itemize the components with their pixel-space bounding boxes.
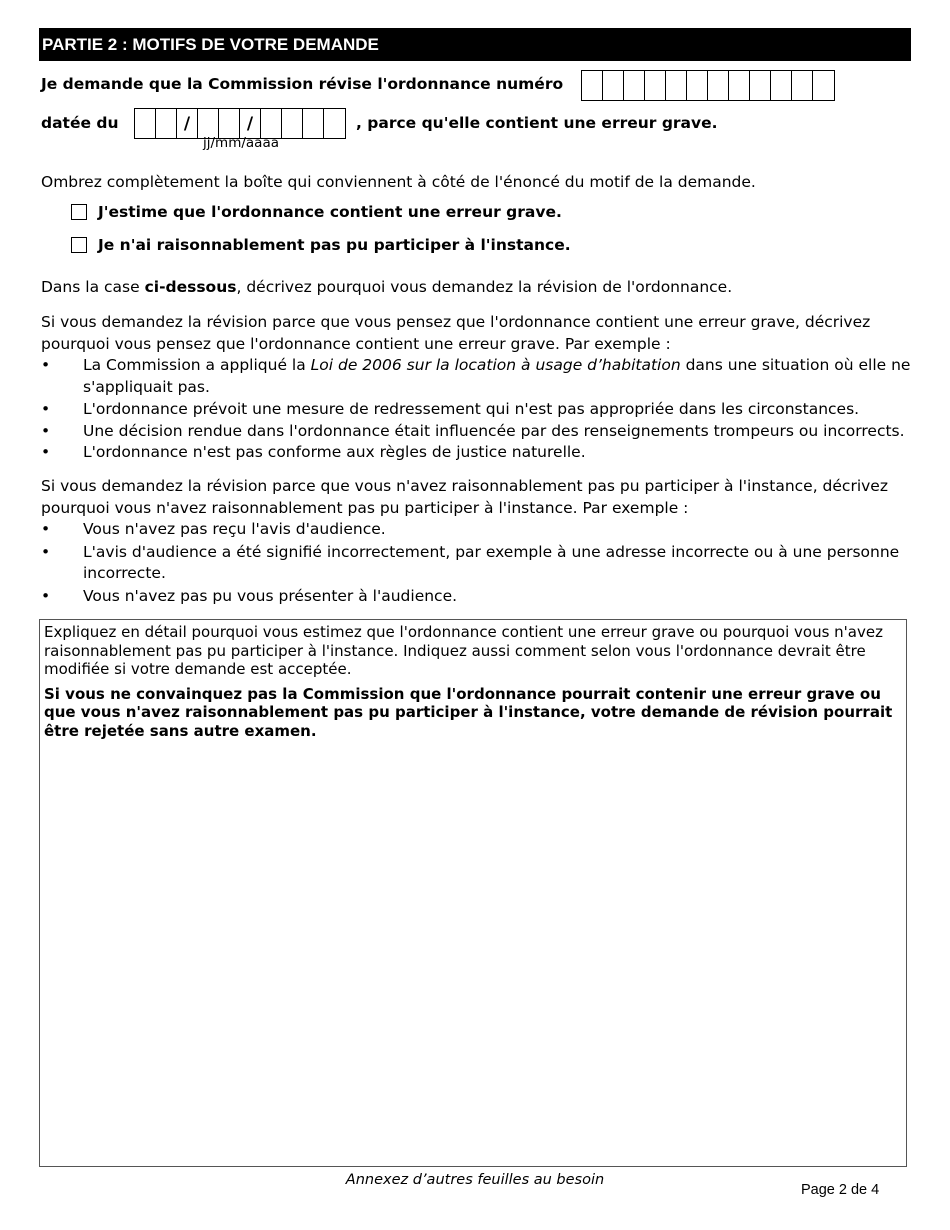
order-number-cell[interactable]: [666, 71, 687, 100]
date-cell: /: [177, 109, 198, 138]
order-number-cell[interactable]: [729, 71, 750, 100]
list-item: • L'avis d'audience a été signifié incorrectement, par exemple à une adresse incorrecte ou à une personne incorrecte.: [41, 542, 900, 582]
option-label: Je n'ai raisonnablement pas pu participer à l'instance.: [98, 236, 571, 254]
explanation-textarea[interactable]: [39, 619, 907, 1167]
list-item: • La Commission a appliqué la Loi de 2006 sur la location à usage d’habitation dans une situation où elle ne s'appliquait pas.: [41, 356, 911, 396]
instruction-text: Ombrez complètement la boîte qui conviennent à côté de l'énoncé du motif de la demande.: [41, 173, 756, 191]
order-number-field[interactable]: [581, 70, 835, 101]
section-header: [39, 28, 911, 61]
date-cell[interactable]: [198, 109, 219, 138]
date-label: datée du: [41, 114, 119, 132]
order-number-cell[interactable]: [771, 71, 792, 100]
list-item: • Vous n'avez pas pu vous présenter à l'audience.: [41, 586, 458, 605]
order-number-cell[interactable]: [792, 71, 813, 100]
serious-error-intro: Si vous demandez la révision parce que vous pensez que l'ordonnance contient une erreur grave, décrivez pourquoi vous pensez que l'ordonnance contient une erreur grave. Par exemple :: [41, 313, 871, 353]
serious-error-checkbox[interactable]: [71, 204, 87, 220]
date-cell[interactable]: [156, 109, 177, 138]
date-cell[interactable]: [282, 109, 303, 138]
serious-error-section: [41, 312, 911, 464]
order-number-label: Je demande que la Commission révise l'ordonnance numéro: [41, 75, 564, 93]
order-number-cell[interactable]: [645, 71, 666, 100]
describe-text: Dans la case ci-dessous, décrivez pourquoi vous demandez la révision de l'ordonnance.: [41, 278, 733, 296]
date-cell[interactable]: [324, 109, 345, 138]
order-number-cell[interactable]: [813, 71, 834, 100]
date-cell[interactable]: [303, 109, 324, 138]
order-number-cell[interactable]: [708, 71, 729, 100]
list-item: • L'ordonnance prévoit une mesure de redressement qui n'est pas appropriée dans les circonstances.: [41, 400, 860, 418]
order-number-cell[interactable]: [624, 71, 645, 100]
date-cell: /: [240, 109, 261, 138]
explanation-warning: Si vous ne convainquez pas la Commission que l'ordonnance pourrait contenir une erreur grave ou que vous n'avez raisonnablement pas pu participer à l'instance, votre demande de révision pourrait être rejetée sans autre examen.: [44, 684, 893, 740]
date-cell[interactable]: [135, 109, 156, 138]
order-number-cell[interactable]: [687, 71, 708, 100]
order-number-cell[interactable]: [750, 71, 771, 100]
explanation-instruction: Expliquez en détail pourquoi vous estimez que l'ordonnance contient une erreur grave ou pourquoi vous n'avez raisonnablement pas pu participer à l'instance. Indiquez aussi comment selon vous l'ordonnance devrait être modifiée si votre demande est acceptée.: [44, 623, 883, 678]
order-number-cell[interactable]: [582, 71, 603, 100]
section-title: PARTIE 2 : MOTIFS DE VOTRE DEMANDE: [42, 35, 379, 54]
option-label: J'estime que l'ordonnance contient une erreur grave.: [98, 203, 562, 221]
participation-section: [41, 476, 911, 607]
date-cell[interactable]: [261, 109, 282, 138]
option-could-not-participate[interactable]: [71, 236, 571, 254]
attach-sheets-note: Annexez d’autres feuilles au besoin: [345, 1172, 605, 1188]
list-item: • L'ordonnance n'est pas conforme aux règles de justice naturelle.: [41, 443, 586, 461]
date-format-hint: jj/mm/aaaa: [203, 135, 279, 151]
page-number: Page 2 de 4: [801, 1182, 880, 1198]
option-serious-error[interactable]: [71, 203, 562, 221]
order-number-cell[interactable]: [603, 71, 624, 100]
date-suffix: , parce qu'elle contient une erreur grave.: [356, 114, 718, 132]
could-not-participate-checkbox[interactable]: [71, 237, 87, 253]
participation-intro: Si vous demandez la révision parce que vous n'avez raisonnablement pas pu participer à l'instance, décrivez pourquoi vous n'avez raisonnablement pas pu participer à l'instance. Par exemple :: [41, 477, 888, 517]
list-item: • Une décision rendue dans l'ordonnance était influencée par des renseignements trompeurs ou incorrects.: [41, 421, 905, 440]
date-cell[interactable]: [219, 109, 240, 138]
list-item: • Vous n'avez pas reçu l'avis d'audience.: [41, 520, 386, 538]
